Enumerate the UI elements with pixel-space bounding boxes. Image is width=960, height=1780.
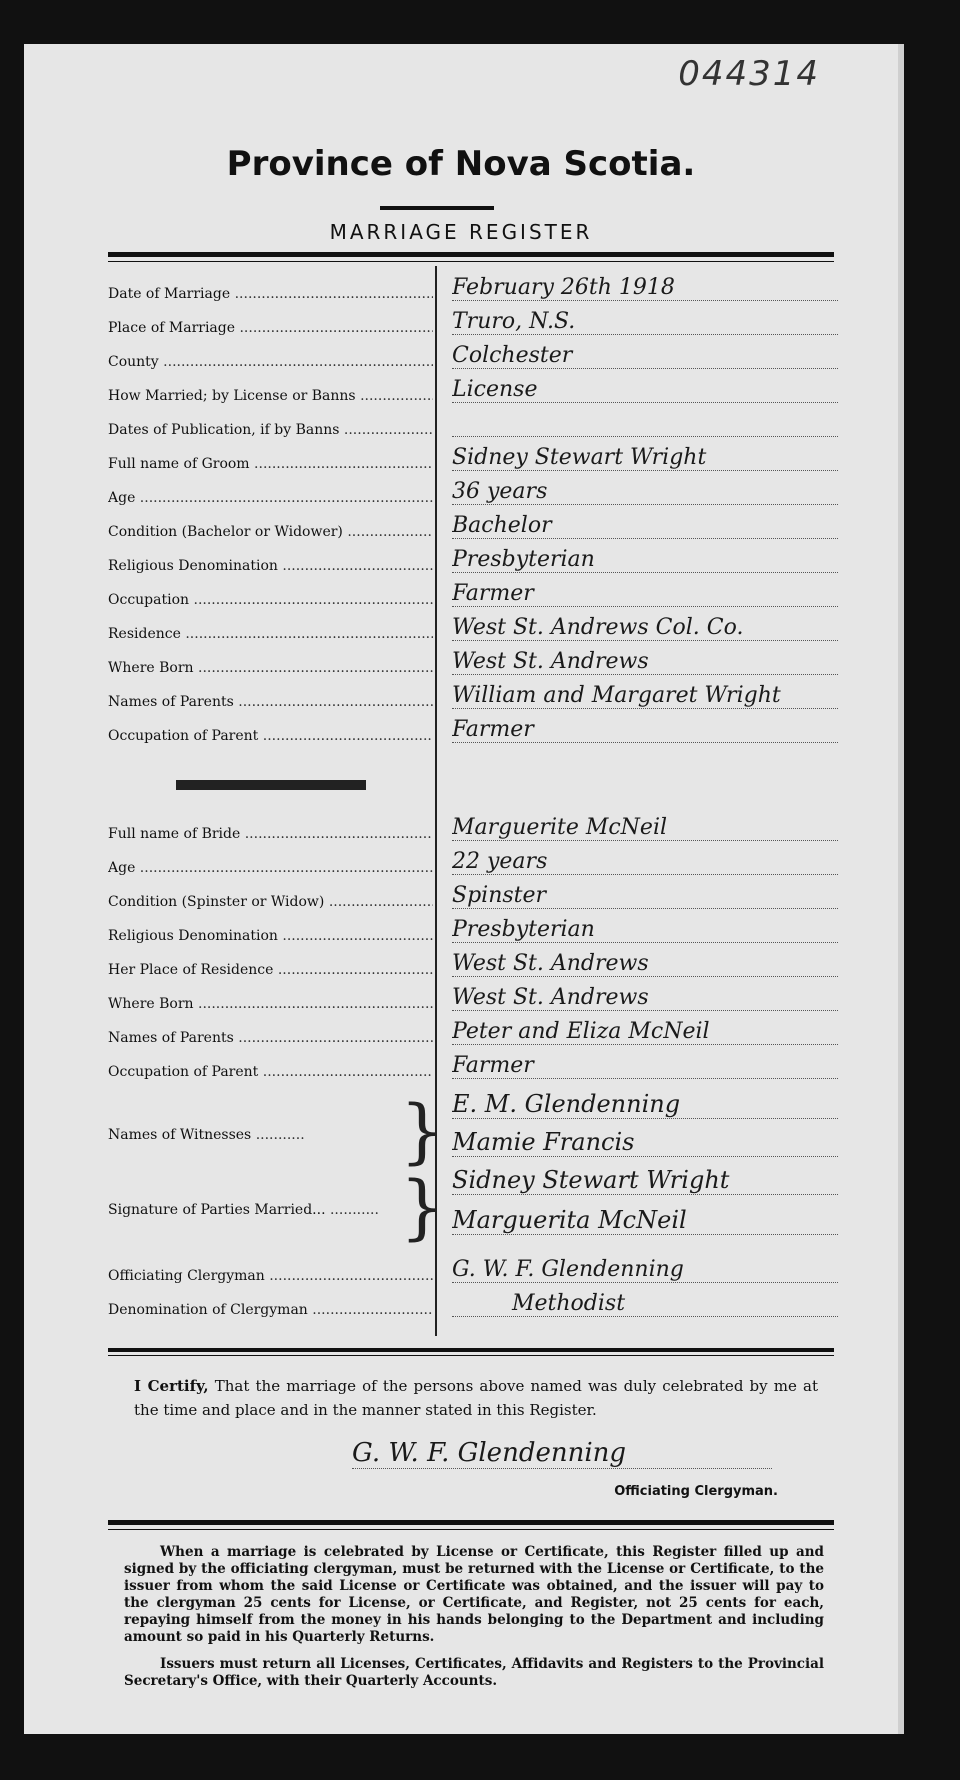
clergy-role: Officiating Clergyman.: [614, 1484, 778, 1499]
certify-lead: I Certify,: [134, 1377, 209, 1395]
field-label: Where Born .....: [108, 660, 433, 676]
field-row: [108, 916, 838, 946]
field-value: West St. Andrews: [452, 649, 838, 675]
bottom-divider-thin: [108, 1529, 834, 1530]
field-label: Condition (Spinster or Widow) .....: [108, 894, 433, 910]
field-value: Farmer: [452, 581, 838, 607]
field-value: G. W. F. Glendenning: [452, 1257, 838, 1283]
field-row: [108, 848, 838, 878]
field-label: Age .....: [108, 490, 433, 506]
field-label: Religious Denomination .....: [108, 558, 433, 574]
instruction-paragraph: When a marriage is celebrated by License or Certificate, this Register filled up and signed by the officiating clergyman, must be returned with the License or Certificate, to the issuer from whom the said License or Certificate was obtained, and the issuer will pay to the clergyman 25 cents for License, or Certificate, and Register, not 25 cents for each, repaying himself from the money in his hands belonging to the Department and including amount so paid in his Quarterly Returns.: [124, 1544, 824, 1645]
field-value: Farmer: [452, 1053, 838, 1079]
signatures-label: Signature of Parties Married... .....: [108, 1202, 379, 1218]
field-row: [108, 1052, 838, 1082]
field-row: [108, 716, 838, 746]
field-label: Religious Denomination .....: [108, 928, 433, 944]
bride-section-bar: [176, 780, 366, 790]
field-label: How Married; by License or Banns .....: [108, 388, 433, 404]
field-value: February 26th 1918: [452, 275, 838, 301]
field-row: [108, 308, 838, 338]
field-row: [108, 950, 838, 980]
field-label: Where Born .....: [108, 996, 433, 1012]
field-value: West St. Andrews Col. Co.: [452, 615, 838, 641]
field-label: Officiating Clergyman .....: [108, 1268, 433, 1284]
title-divider: [380, 206, 494, 210]
field-value: Bachelor: [452, 513, 838, 539]
instruction-paragraph: Issuers must return all Licenses, Certificates, Affidavits and Registers to the Provincial Secretary's Office, with their Quarterly Accounts.: [124, 1656, 824, 1689]
field-row: [108, 1256, 838, 1286]
field-value: Sidney Stewart Wright: [452, 445, 838, 471]
witnesses-label: Names of Witnesses .....: [108, 1127, 305, 1143]
field-row: [108, 546, 838, 576]
field-value: Marguerite McNeil: [452, 815, 838, 841]
field-row: [108, 410, 838, 440]
field-row: [108, 512, 838, 542]
field-value: [452, 436, 838, 437]
field-value: Spinster: [452, 883, 838, 909]
brace-icon: }: [400, 1090, 445, 1172]
field-label: Date of Marriage .....: [108, 286, 433, 302]
field-label: Names of Parents .....: [108, 1030, 433, 1046]
field-row: [108, 376, 838, 406]
field-row: [108, 648, 838, 678]
instructions: [124, 1544, 824, 1700]
field-value: 22 years: [452, 849, 838, 875]
field-value: Peter and Eliza McNeil: [452, 1019, 838, 1045]
document-number: 044314: [678, 54, 820, 94]
field-row: [108, 342, 838, 372]
field-row: [108, 1290, 838, 1320]
field-row: [108, 882, 838, 912]
field-value: Methodist: [452, 1291, 838, 1317]
field-label: Age .....: [108, 860, 433, 876]
field-label: Place of Marriage .....: [108, 320, 433, 336]
page-title: Province of Nova Scotia.: [226, 144, 696, 184]
field-row: [108, 478, 838, 508]
field-label: County .....: [108, 354, 433, 370]
field-row: [108, 614, 838, 644]
party-signature: Marguerita McNeil: [452, 1206, 838, 1235]
field-value: West St. Andrews: [452, 951, 838, 977]
field-label: Full name of Groom .....: [108, 456, 433, 472]
field-row: [108, 444, 838, 474]
page-subtitle: MARRIAGE REGISTER: [329, 220, 593, 244]
middle-divider-thin: [108, 1355, 834, 1356]
certification-text: [134, 1374, 818, 1422]
bottom-divider: [108, 1520, 834, 1525]
witness-signature: Mamie Francis: [452, 1128, 838, 1157]
brace-icon: }: [400, 1166, 445, 1248]
field-label: Her Place of Residence .....: [108, 962, 433, 978]
top-divider-thin: [108, 261, 834, 262]
field-label: Denomination of Clergyman .....: [108, 1302, 433, 1318]
field-row: [108, 814, 838, 844]
field-label: Occupation of Parent .....: [108, 728, 433, 744]
field-row: [108, 580, 838, 610]
field-row: [108, 682, 838, 712]
field-value: Presbyterian: [452, 917, 838, 943]
clergy-signature: G. W. F. Glendenning: [352, 1438, 772, 1469]
field-label: Occupation of Parent .....: [108, 1064, 433, 1080]
register-page: [24, 44, 904, 1734]
field-label: Condition (Bachelor or Widower) .....: [108, 524, 433, 540]
field-value: Farmer: [452, 717, 838, 743]
field-label: Residence .....: [108, 626, 433, 642]
certify-body: That the marriage of the persons above named was duly celebrated by me at the time and place and in the manner stated in this Register.: [134, 1377, 818, 1419]
field-label: Dates of Publication, if by Banns .....: [108, 422, 433, 438]
field-value: 36 years: [452, 479, 838, 505]
field-value: William and Margaret Wright: [452, 683, 838, 709]
field-value: Truro, N.S.: [452, 309, 838, 335]
field-label: Full name of Bride .....: [108, 826, 433, 842]
top-divider: [108, 252, 834, 257]
field-value: Colchester: [452, 343, 838, 369]
field-row: [108, 1018, 838, 1048]
middle-divider: [108, 1348, 834, 1352]
witness-signature: E. M. Glendenning: [452, 1090, 838, 1119]
party-signature: Sidney Stewart Wright: [452, 1166, 838, 1195]
field-row: [108, 274, 838, 304]
field-value: License: [452, 377, 838, 403]
field-value: West St. Andrews: [452, 985, 838, 1011]
field-row: [108, 984, 838, 1014]
field-label: Occupation .....: [108, 592, 433, 608]
field-value: Presbyterian: [452, 547, 838, 573]
field-label: Names of Parents .....: [108, 694, 433, 710]
